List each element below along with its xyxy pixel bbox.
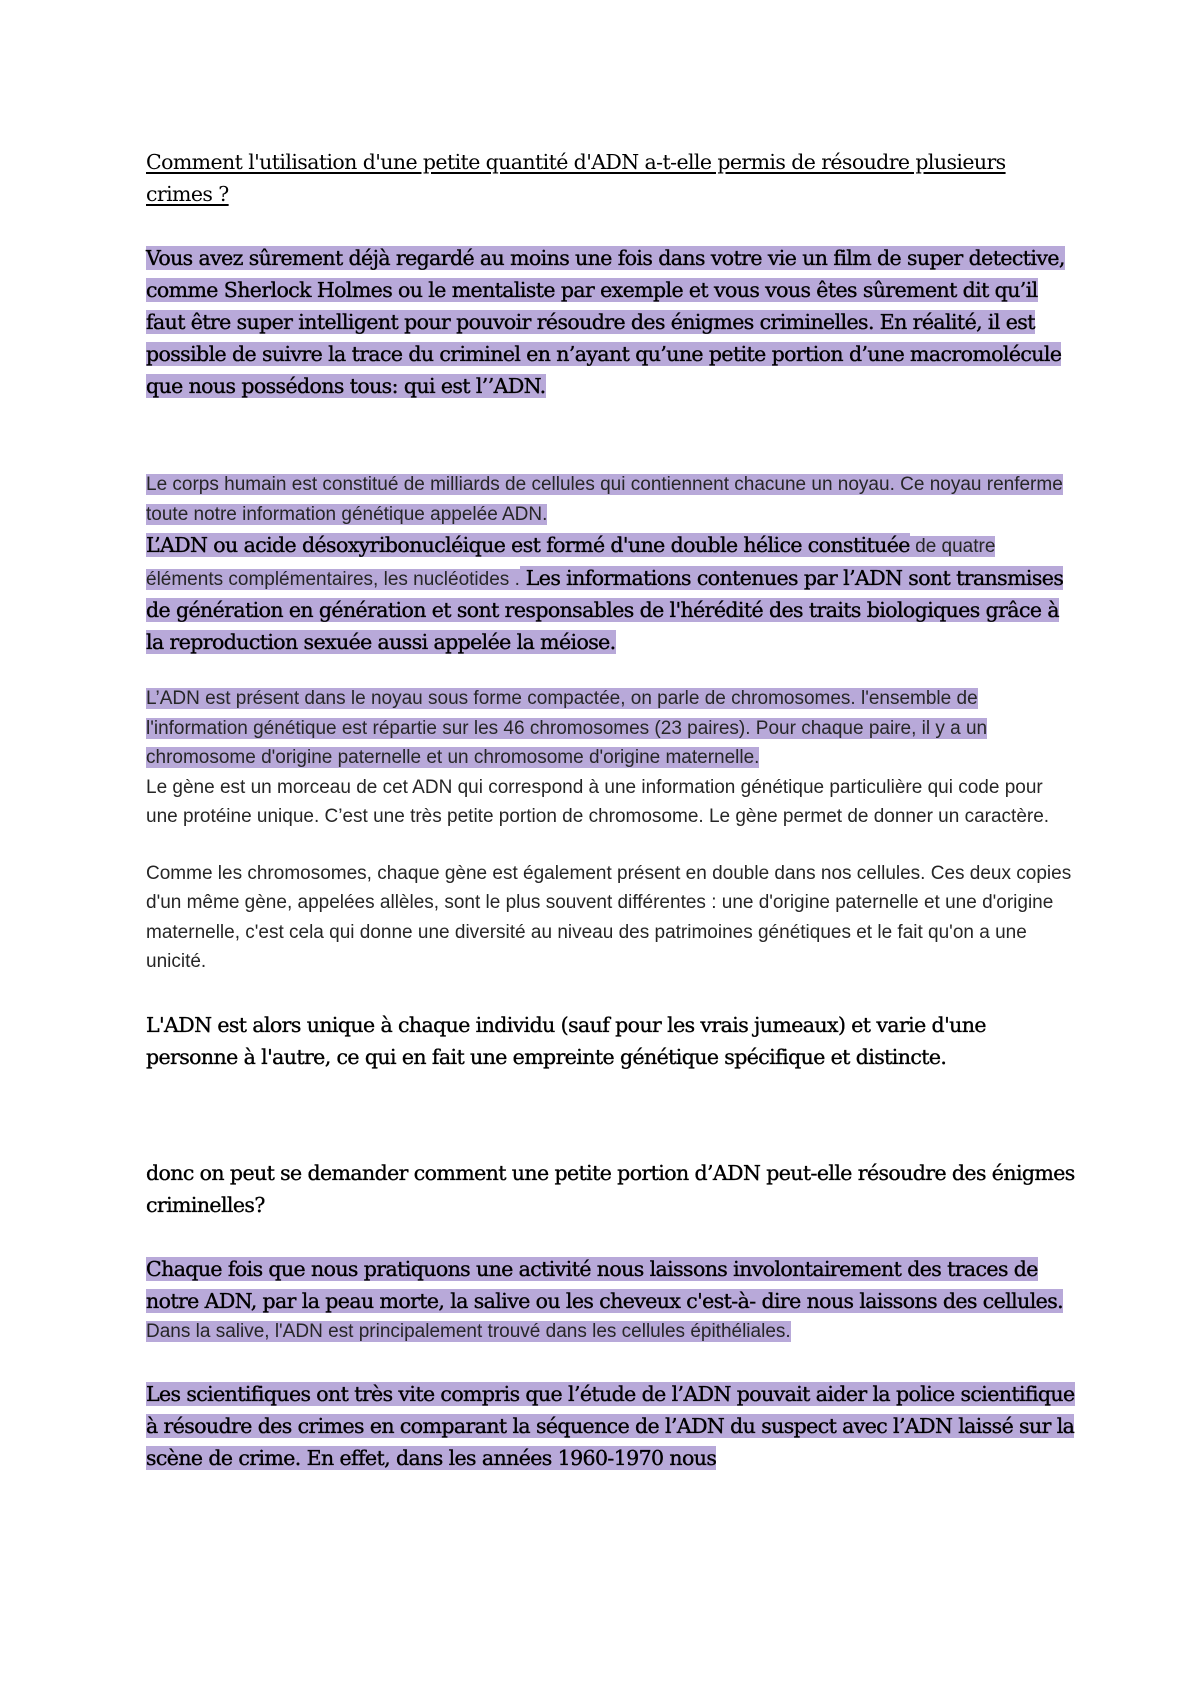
document-title <box>146 146 1076 210</box>
traces-text: Chaque fois que nous pratiquons une activité nous laissons involontairement des traces de notre ADN, par la peau morte, la salive ou les cheveux c'est-à- dire nous laissons des cellules. <box>146 1256 1064 1313</box>
title-text: Comment l'utilisation d'une petite quantité d'ADN a-t-elle permis de résoudre plusieurs crimes ? <box>146 150 1006 206</box>
dna-nucleotides-text: de quatre éléments complémentaires, les nucléotides . <box>146 536 996 590</box>
dna-definition-paragraph <box>146 470 1076 658</box>
intro-highlight: Vous avez sûrement déjà regardé au moins une fois dans votre vie un film de super detective, comme Sherlock Holmes ou le mentaliste par exemple et vous vous êtes sûrement dit qu’il faut être super intelligent pour pouvoir résoudre des énigmes criminelles. En réalité, il est possible de suivre la trace du criminel en n’ayant qu’une petite portion d’une macromolécule que nous possédons tous: qui est l’’ADN. <box>146 246 1065 398</box>
question-paragraph <box>146 1157 1076 1221</box>
dna-heredity-text: Les informations contenues par l’ADN sont transmises de génération en génération et sont responsables de l'hérédité des traits biologiques grâce à la reproduction sexuée aussi appelée la méiose. <box>146 565 1064 654</box>
scientists-paragraph <box>146 1378 1076 1474</box>
chromosome-highlight: L’ADN est présent dans le noyau sous forme compactée, on parle de chromosomes. l'ensemble de l'information génétique est répartie sur les 46 chromosomes (23 paires). Pour chaque paire, il y a un chromosome d'origine paternelle et un chromosome d'origine maternelle. <box>146 688 988 768</box>
dna-cells-text: Le corps humain est constitué de milliards de cellules qui contiennent chacune un noyau. Ce noyau renferme toute notre information génétique appelée ADN. <box>146 474 1063 525</box>
question-text: donc on peut se demander comment une petite portion d’ADN peut-elle résoudre des énigmes criminelles? <box>146 1160 1075 1217</box>
unique-dna-text: L'ADN est alors unique à chaque individu (sauf pour les vrais jumeaux) et varie d'une personne à l'autre, ce qui en fait une empreinte génétique spécifique et distincte. <box>146 1012 986 1069</box>
unique-dna-paragraph <box>146 1009 1076 1073</box>
saliva-text: Dans la salive, l'ADN est principalement trouvé dans les cellules épithéliales. <box>146 1320 791 1342</box>
gene-text: Le gène est un morceau de cet ADN qui correspond à une information génétique particulière qui code pour une protéine unique. C’est une très petite portion de chromosome. Le gène permet de donner un caractère. <box>146 776 1050 827</box>
traces-paragraph <box>146 1253 1076 1347</box>
scientists-text: Les scientifiques ont très vite compris que l’étude de l’ADN pouvait aider la police scientifique à résoudre des crimes en comparant la séquence de l’ADN du suspect avec l’ADN laissé sur la scène de crime. En effet, dans les années 1960-1970 nous <box>146 1382 1075 1470</box>
intro-paragraph <box>146 242 1076 402</box>
chromosome-paragraph <box>146 684 1076 832</box>
dna-helix-text: L’ADN ou acide désoxyribonucléique est formé d'une double hélice constituée <box>146 533 910 557</box>
alleles-paragraph <box>146 859 1076 977</box>
document-body <box>146 138 1076 1474</box>
alleles-text: Comme les chromosomes, chaque gène est également présent en double dans nos cellules. Ces deux copies d'un même gène, appelées allèles, sont le plus souvent différentes : une d'origine paternelle et une d'origine maternelle, c'est cela qui donne une diversité au niveau des patrimoines génétiques et le fait qu'on a une unicité. <box>146 862 1072 972</box>
